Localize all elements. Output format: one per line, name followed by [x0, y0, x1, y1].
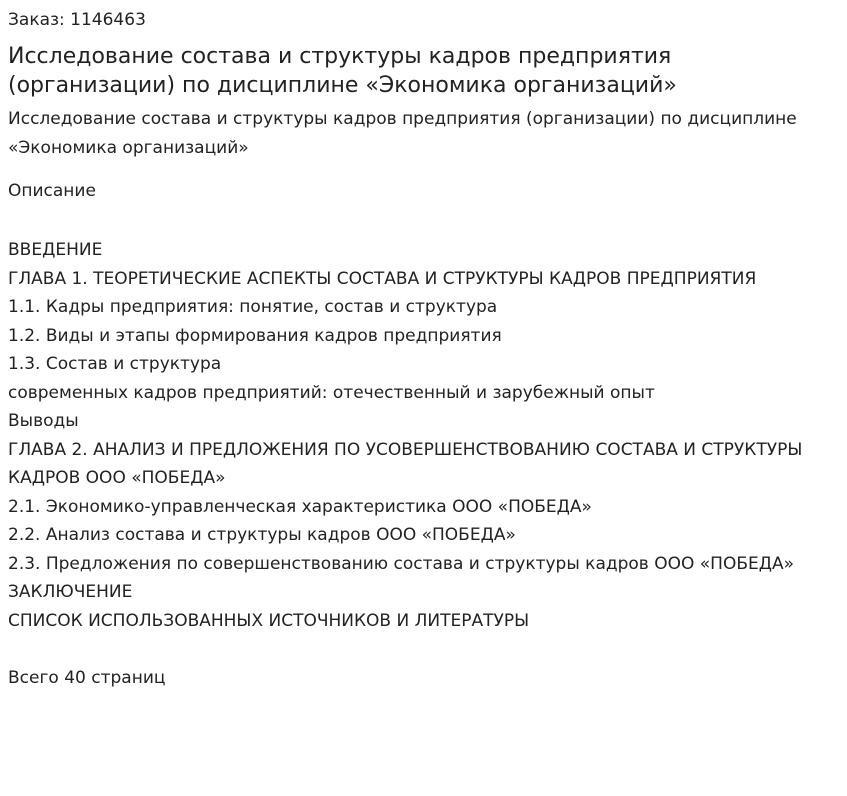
toc-item-conclusion: ЗАКЛЮЧЕНИЕ [8, 582, 133, 602]
toc-item-2-2: 2.2. Анализ состава и структуры кадров ООО «ПОБЕДА» [8, 525, 516, 545]
document-subtitle: Исследование состава и структуры кадров предприятия (организации) по дисциплине «Экономика организаций» [8, 109, 797, 158]
description-label: Описание [8, 181, 96, 201]
total-pages: Всего 40 страниц [8, 667, 166, 688]
toc-item-conclusions: Выводы [8, 411, 79, 431]
toc-item-1-1: 1.1. Кадры предприятия: понятие, состав и структура [8, 297, 498, 317]
document-title: Исследование состава и структуры кадров предприятия (организации) по дисциплине «Экономика организаций» [8, 44, 677, 98]
toc-item-chapter-1: ГЛАВА 1. ТЕОРЕТИЧЕСКИЕ АСПЕКТЫ СОСТАВА И СТРУКТУРЫ КАДРОВ ПРЕДПРИЯТИЯ [8, 268, 757, 289]
toc-item-1-3: 1.3. Состав и структура [8, 354, 222, 374]
order-number: Заказ: 1146463 [8, 10, 146, 30]
toc-item-introduction: ВВЕДЕНИЕ [8, 240, 103, 260]
toc-item-2-1: 2.1. Экономико-управленческая характеристика ООО «ПОБЕДА» [8, 496, 592, 517]
toc-item-chapter-2: ГЛАВА 2. АНАЛИЗ И ПРЕДЛОЖЕНИЯ ПО УСОВЕРШЕНСТВОВАНИЮ СОСТАВА И СТРУКТУРЫ КАДРОВ ООО «ПОБЕДА» [8, 439, 803, 488]
toc-item-1-3-continued: современных кадров предприятий: отечественный и зарубежный опыт [8, 382, 655, 403]
toc-item-references: СПИСОК ИСПОЛЬЗОВАННЫХ ИСТОЧНИКОВ И ЛИТЕРАТУРЫ [8, 610, 530, 631]
toc-item-2-3: 2.3. Предложения по совершенствованию состава и структуры кадров ООО «ПОБЕДА» [8, 553, 795, 574]
table-of-contents [8, 236, 808, 635]
toc-item-1-2: 1.2. Виды и этапы формирования кадров предприятия [8, 325, 502, 346]
